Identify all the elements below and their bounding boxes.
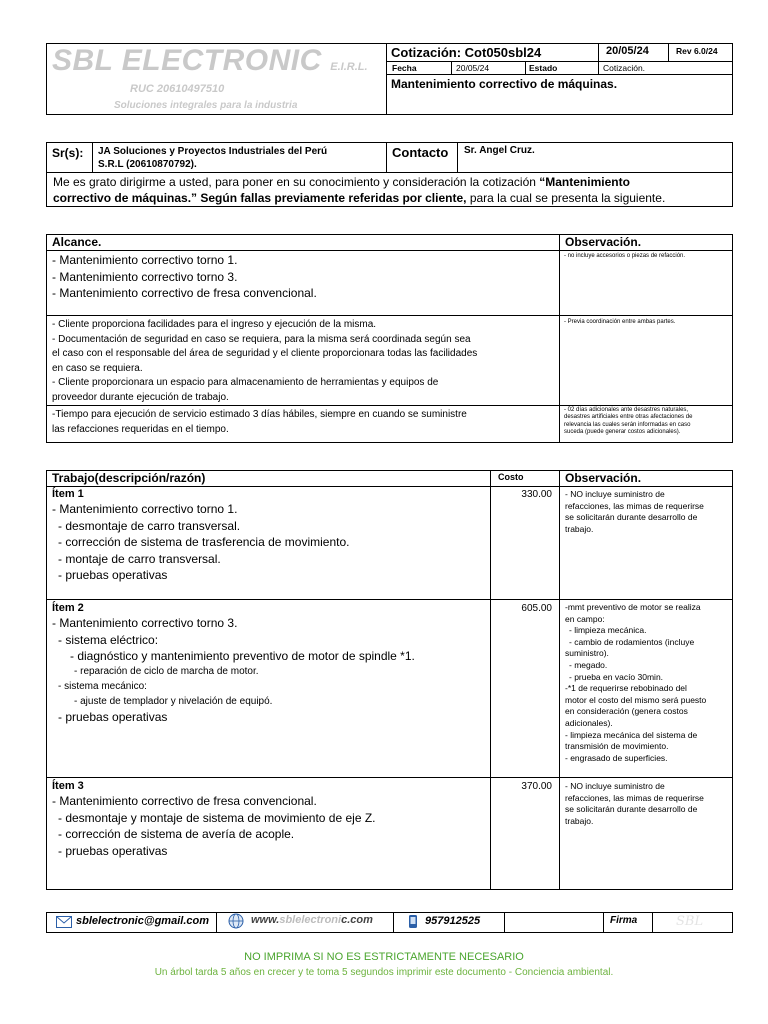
item-line: - pruebas operativas (58, 843, 168, 858)
item-title: Ítem 2 (52, 602, 84, 614)
quote-date: 20/05/24 (606, 45, 649, 57)
obs-line: - Previa coordinación entre ambas partes. (564, 319, 676, 325)
obs-line: - cambio de rodamientos (incluye (569, 636, 695, 647)
obs-line: en campo: (565, 613, 605, 624)
obs-line: - NO incluye suministro de (565, 489, 665, 499)
item-line: - Mantenimiento correctivo de fresa convencional. (52, 794, 317, 808)
website-suffix: c.com (341, 914, 373, 926)
fecha-value: 20/05/24 (456, 63, 490, 73)
obs-line: trabajo. (565, 815, 594, 826)
row-divider (46, 486, 733, 487)
item-line: - sistema eléctrico: (58, 632, 159, 647)
cell-divider (386, 142, 387, 173)
footer-divider (652, 912, 653, 933)
scope-line: - Mantenimiento correctivo de fresa convencional. (52, 286, 317, 300)
sr-label: Sr(s): (52, 146, 84, 160)
work-header: Trabajo(descripción/razón) (52, 471, 206, 485)
cost-header: Costo (498, 472, 524, 482)
website-link[interactable] (251, 914, 373, 926)
quote-subject: Mantenimiento correctivo de máquinas. (391, 77, 618, 91)
scope-header: Alcance. (52, 235, 102, 249)
item-cost: 605.00 (521, 603, 552, 614)
col-divider (490, 470, 491, 890)
company-name: SBL ELECTRONIC (52, 44, 322, 77)
obs-line: - NO incluye suministro de (565, 781, 665, 791)
scope-line: - Cliente proporciona facilidades para el ingreso y ejecución de la misma. (52, 319, 377, 330)
intro-text (53, 174, 729, 206)
footer-divider (216, 912, 217, 933)
obs-line: motor el costo del mismo será puesto (565, 694, 707, 705)
cell-divider (598, 43, 599, 74)
item-cost: 330.00 (521, 489, 552, 500)
estado-value: Cotización. (603, 63, 646, 73)
item-line: - pruebas operativas (58, 709, 168, 724)
envelope-icon (56, 915, 72, 933)
obs-line: se solicitarán durante desarrollo de (565, 804, 698, 815)
company-logo (52, 44, 382, 84)
item-title: Ítem 3 (52, 780, 84, 792)
cell-divider (92, 142, 93, 173)
intro-text-bold: “Mantenimiento (539, 175, 630, 189)
obs-line: se solicitarán durante desarrollo de (565, 512, 698, 523)
obs-line: suministro). (565, 648, 609, 659)
intro-text-part: Me es grato dirigirme a usted, para poner en su conocimiento y consideración la cotización (53, 175, 540, 189)
estado-label: Estado (529, 63, 558, 73)
col-divider (559, 470, 560, 890)
row-divider (46, 405, 733, 406)
obs-line: - engrasado de superficies. (565, 752, 668, 763)
cell-divider (668, 43, 669, 62)
scope-line: en caso se requiera. (52, 362, 143, 374)
scope-line: el caso con el responsable del área de seguridad y el cliente proporcionara todas las facilidades (52, 348, 478, 359)
item-line: - Mantenimiento correctivo torno 3. (52, 616, 238, 630)
scope-row-2 (52, 318, 477, 405)
revision: Rev 6.0/24 (676, 46, 718, 56)
obs-line: - prueba en vacío 30min. (569, 671, 664, 682)
client-name-line: JA Soluciones y Proyectos Industriales del Perú (98, 146, 328, 157)
obs-line: transmisión de movimiento. (565, 741, 669, 752)
cell-divider (525, 61, 526, 75)
row-divider (46, 315, 733, 316)
item-line: - corrección de sistema de avería de acople. (58, 827, 295, 841)
obs-line: refacciones, las mimas de requerirse (565, 500, 704, 511)
footer-divider (603, 912, 604, 933)
fecha-label: Fecha (392, 63, 417, 73)
fecha-row-divider (386, 74, 733, 75)
intro-text-bold: correctivo de máquinas.” Según fallas previamente referidas por cliente, (53, 191, 467, 205)
obs-line: adicionales). (565, 717, 613, 728)
scope-line: las refacciones requeridas en el tiempo. (52, 423, 229, 435)
scope-line: - Cliente proporcionara un espacio para almacenamiento de herramientas y equipos de (52, 377, 439, 388)
print-notice: NO IMPRIMA SI NO ES ESTRICTAMENTE NECESARIO (244, 951, 524, 963)
scope-obs-1 (564, 253, 685, 260)
work-obs-1 (565, 489, 704, 535)
scope-line: - Mantenimiento correctivo torno 3. (52, 269, 238, 284)
obs-line: desastres artificiales entre otras afectaciones de (564, 414, 693, 421)
obs-line: - megado. (569, 659, 608, 670)
company-suffix: E.I.R.L. (330, 61, 368, 73)
scope-obs-3 (564, 407, 692, 437)
client-name-line: S.R.L (20610870792). (98, 159, 197, 170)
scope-line: - Documentación de seguridad en caso se requiera, para la misma será coordinada según sea (52, 333, 471, 345)
globe-icon (228, 913, 244, 934)
item-line: - reparación de ciclo de marcha de motor. (74, 665, 259, 677)
obs-line: -mmt preventivo de motor se realiza (565, 602, 701, 612)
item-line: - sistema mecánico: (58, 680, 147, 692)
obs-line: refacciones, las mimas de requerirse (565, 792, 704, 803)
obs-line: - 02 días adicionales ante desastres naturales, (564, 407, 689, 413)
work-item-1 (52, 488, 349, 584)
work-obs-header: Observación. (565, 471, 642, 485)
scope-row-1 (52, 252, 317, 302)
firma-label: Firma (610, 915, 638, 926)
item-line: - diagnóstico y mantenimiento preventivo de motor de spindle *1. (70, 649, 415, 663)
cell-divider (451, 61, 452, 75)
item-cost: 370.00 (521, 781, 552, 792)
obs-line: suceda (puede generar costos adicionales). (564, 429, 681, 436)
client-name (98, 145, 327, 171)
scope-line: -Tiempo para ejecución de servicio estimado 3 días hábiles, siempre en cuando se suministre (52, 409, 467, 420)
client-divider (46, 172, 733, 173)
item-line: - Mantenimiento correctivo torno 1. (52, 502, 238, 516)
website-domain: sblelectroni (279, 914, 342, 926)
item-line: - ajuste de templador y nivelación de equipó. (74, 695, 273, 707)
item-title: Ítem 1 (52, 488, 84, 500)
obs-line: en consideración (genera costos (565, 706, 688, 717)
footer-divider (393, 912, 394, 933)
work-item-2 (52, 602, 415, 725)
obs-line: -*1 de requerirse rebobinado del (565, 683, 687, 694)
obs-line: - no incluye accesorios o piezas de refacción. (564, 253, 686, 259)
work-item-3 (52, 780, 375, 859)
environment-notice: Un árbol tarda 5 años en crecer y te toma 5 segundos imprimir este documento - Conciencia ambiental. (154, 967, 614, 978)
company-ruc: RUC 20610497510 (130, 83, 225, 95)
cell-divider (457, 142, 458, 173)
item-line: - pruebas operativas (58, 568, 168, 582)
scope-line: proveedor durante ejecución de trabajo. (52, 391, 229, 403)
obs-line: - limpieza mecánica. (569, 625, 647, 636)
work-obs-2 (565, 602, 706, 764)
row-divider (46, 599, 733, 600)
scope-obs-header: Observación. (565, 235, 642, 249)
item-line: - desmontaje y montaje de sistema de movimiento de eje Z. (58, 810, 376, 825)
obs-line: trabajo. (565, 523, 594, 534)
item-line: - montaje de carro transversal. (58, 551, 221, 566)
scope-line: - Mantenimiento correctivo torno 1. (52, 253, 238, 267)
obs-line: relevancia las cuales serán informadas en caso (564, 421, 691, 428)
email-link[interactable]: sblelectronic@gmail.com (76, 915, 209, 927)
contact-label: Contacto (392, 145, 449, 160)
scope-row-3 (52, 408, 467, 437)
phone-icon (408, 914, 418, 934)
phone-number: 957912525 (425, 915, 481, 927)
row-divider (46, 777, 733, 778)
signature: SBL (676, 914, 704, 929)
item-line: - desmontaje de carro transversal. (58, 518, 241, 533)
row-divider (46, 250, 733, 251)
footer-divider (504, 912, 505, 933)
col-divider (559, 234, 560, 443)
intro-text-part: para la cual se presenta la siguiente. (466, 191, 666, 205)
work-obs-3 (565, 781, 704, 827)
quote-number: Cotización: Cot050sbl24 (391, 45, 542, 60)
contact-value: Sr. Angel Cruz. (464, 145, 535, 156)
scope-obs-2 (564, 319, 675, 326)
header-divider (386, 43, 387, 115)
quote-row-divider (386, 61, 733, 62)
website-prefix: www. (251, 914, 280, 926)
company-tagline: Soluciones integrales para la industria (114, 100, 298, 111)
obs-line: - limpieza mecánica del sistema de (565, 729, 698, 740)
item-line: - corrección de sistema de trasferencia de movimiento. (58, 535, 350, 549)
